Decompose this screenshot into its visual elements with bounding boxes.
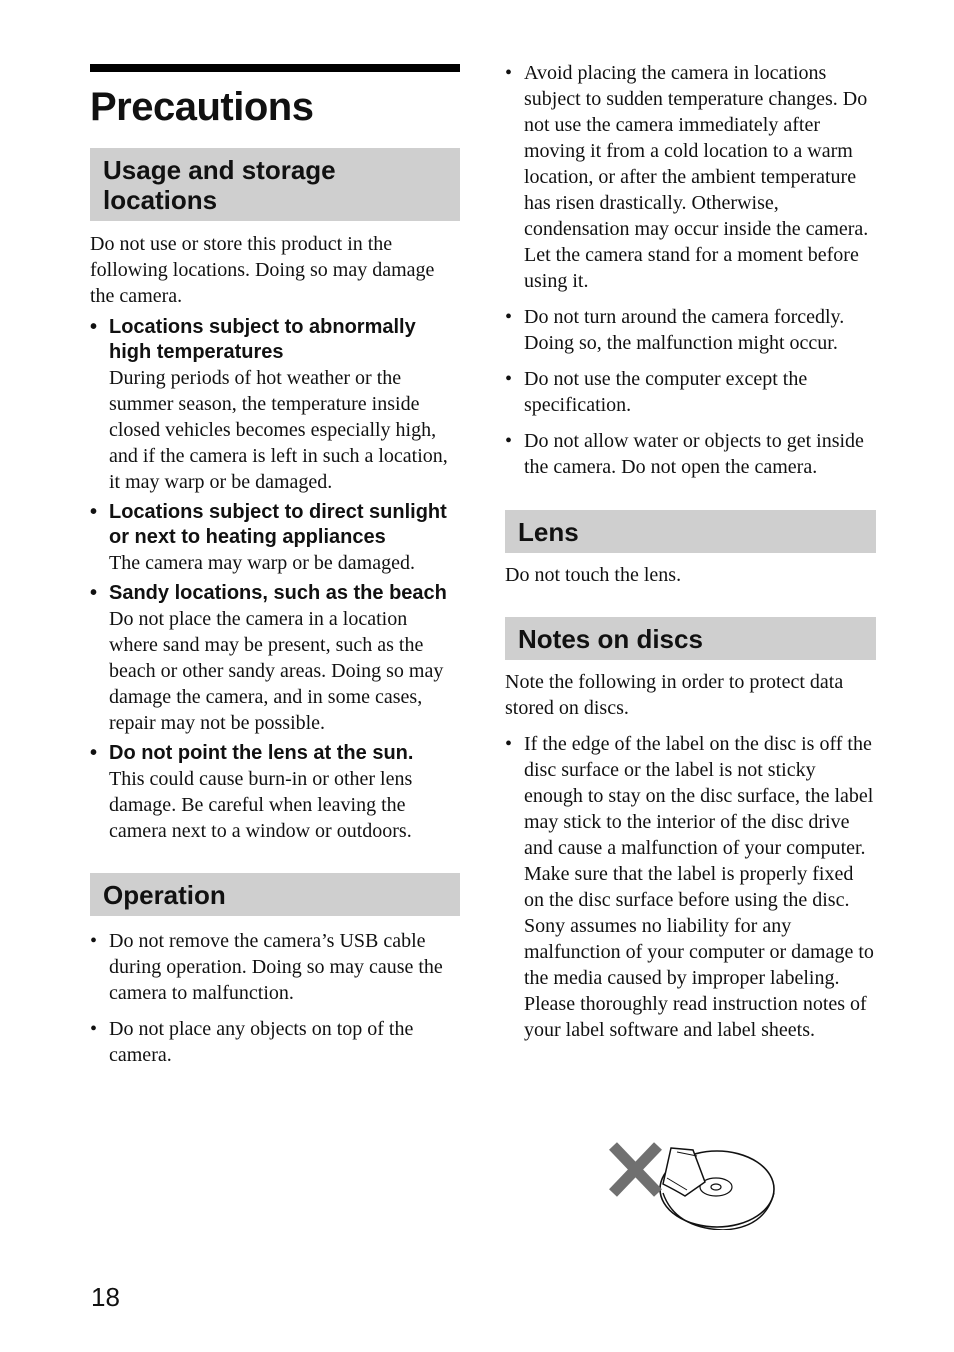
lens-text: Do not touch the lens. <box>505 564 682 586</box>
operation-item-text: Do not place any objects on top of the camera. <box>109 1018 414 1066</box>
usage-intro: Do not use or store this product in the following locations. Doing so may damage the camera. <box>90 233 435 307</box>
list-item <box>90 500 460 576</box>
operation-item-text: Do not turn around the camera forcedly. Doing so, the malfunction might occur. <box>524 306 845 354</box>
operation-list-left <box>90 928 460 1068</box>
list-item <box>505 304 876 356</box>
bullet-icon: • <box>505 368 513 390</box>
usage-item-text: The camera may warp or be damaged. <box>109 552 415 574</box>
operation-list-right <box>505 60 876 480</box>
bullet-icon: • <box>90 1018 98 1040</box>
page-number: 18 <box>91 1282 120 1312</box>
bullet-icon: • <box>90 501 98 523</box>
usage-list <box>90 315 460 844</box>
list-item <box>90 581 460 736</box>
usage-item-heading: Do not point the lens at the sun. <box>109 742 414 764</box>
section-heading-operation: Operation <box>90 873 460 916</box>
discs-intro: Note the following in order to protect data stored on discs. <box>505 671 844 719</box>
operation-item-text: Do not remove the camera’s USB cable during operation. Doing so may cause the camera to malfunction. <box>109 930 443 1004</box>
section-heading-lens: Lens <box>505 510 876 553</box>
bullet-icon: • <box>90 582 98 604</box>
list-item <box>505 366 876 418</box>
usage-item-text: During periods of hot weather or the summer season, the temperature inside closed vehicles becomes especially high, and if the camera is left in such a location, it may warp or be damaged. <box>109 367 448 493</box>
operation-item-text: Do not use the computer except the specification. <box>524 368 808 416</box>
cross-mark-icon <box>613 1146 658 1193</box>
list-item <box>90 741 460 844</box>
discs-item-para2: Sony assumes no liability for any malfunction of your computer or damage to the media caused by improper labeling. Please thoroughly read instruction notes of your label software and label sheets. <box>524 915 874 1041</box>
usage-item-text: This could cause burn-in or other lens damage. Be careful when leaving the camera next to a window or outdoors. <box>109 768 413 842</box>
bullet-icon: • <box>90 930 98 952</box>
bullet-icon: • <box>90 316 98 338</box>
list-item <box>90 1016 460 1068</box>
section-heading-discs: Notes on discs <box>505 617 876 660</box>
page-title: Precautions <box>90 85 314 129</box>
usage-item-text: Do not place the camera in a location where sand may be present, such as the beach or other sandy areas. Doing so may damage the camera, and in some cases, repair may not be possible. <box>109 608 444 734</box>
list-item <box>90 928 460 1006</box>
list-item <box>90 315 460 495</box>
disc-with-peeling-label-cross-icon <box>605 1138 777 1230</box>
discs-item-para1: If the edge of the label on the disc is off the disc surface or the label is not sticky enough to stay on the disc surface, the label may stick to the interior of the disc drive and cause a malfunction of your computer. Make sure that the label is properly fixed on the disc surface before using the disc. <box>524 733 874 911</box>
discs-list <box>505 731 876 1043</box>
usage-item-heading: Locations subject to direct sunlight or next to heating appliances <box>109 501 447 548</box>
bullet-icon: • <box>505 306 513 328</box>
left-column <box>90 64 460 1068</box>
bullet-icon: • <box>505 62 513 84</box>
right-column <box>505 60 876 1043</box>
list-item <box>505 428 876 480</box>
list-item <box>505 60 876 294</box>
bullet-icon: • <box>90 742 98 764</box>
usage-item-heading: Locations subject to abnormally high temperatures <box>109 316 416 363</box>
bullet-icon: • <box>505 430 513 452</box>
list-item <box>505 731 876 1043</box>
operation-item-text: Avoid placing the camera in locations subject to sudden temperature changes. Do not use the camera immediately after moving it from a cold location to a warm location, or after the ambient temperature has risen drastically. Otherwise, condensation may occur inside the camera. Let the camera stand for a moment before using it. <box>524 62 869 292</box>
title-rule <box>90 64 460 72</box>
bullet-icon: • <box>505 733 513 755</box>
operation-item-text: Do not allow water or objects to get inside the camera. Do not open the camera. <box>524 430 864 478</box>
usage-item-heading: Sandy locations, such as the beach <box>109 582 447 604</box>
section-heading-usage: Usage and storage locations <box>90 148 460 221</box>
